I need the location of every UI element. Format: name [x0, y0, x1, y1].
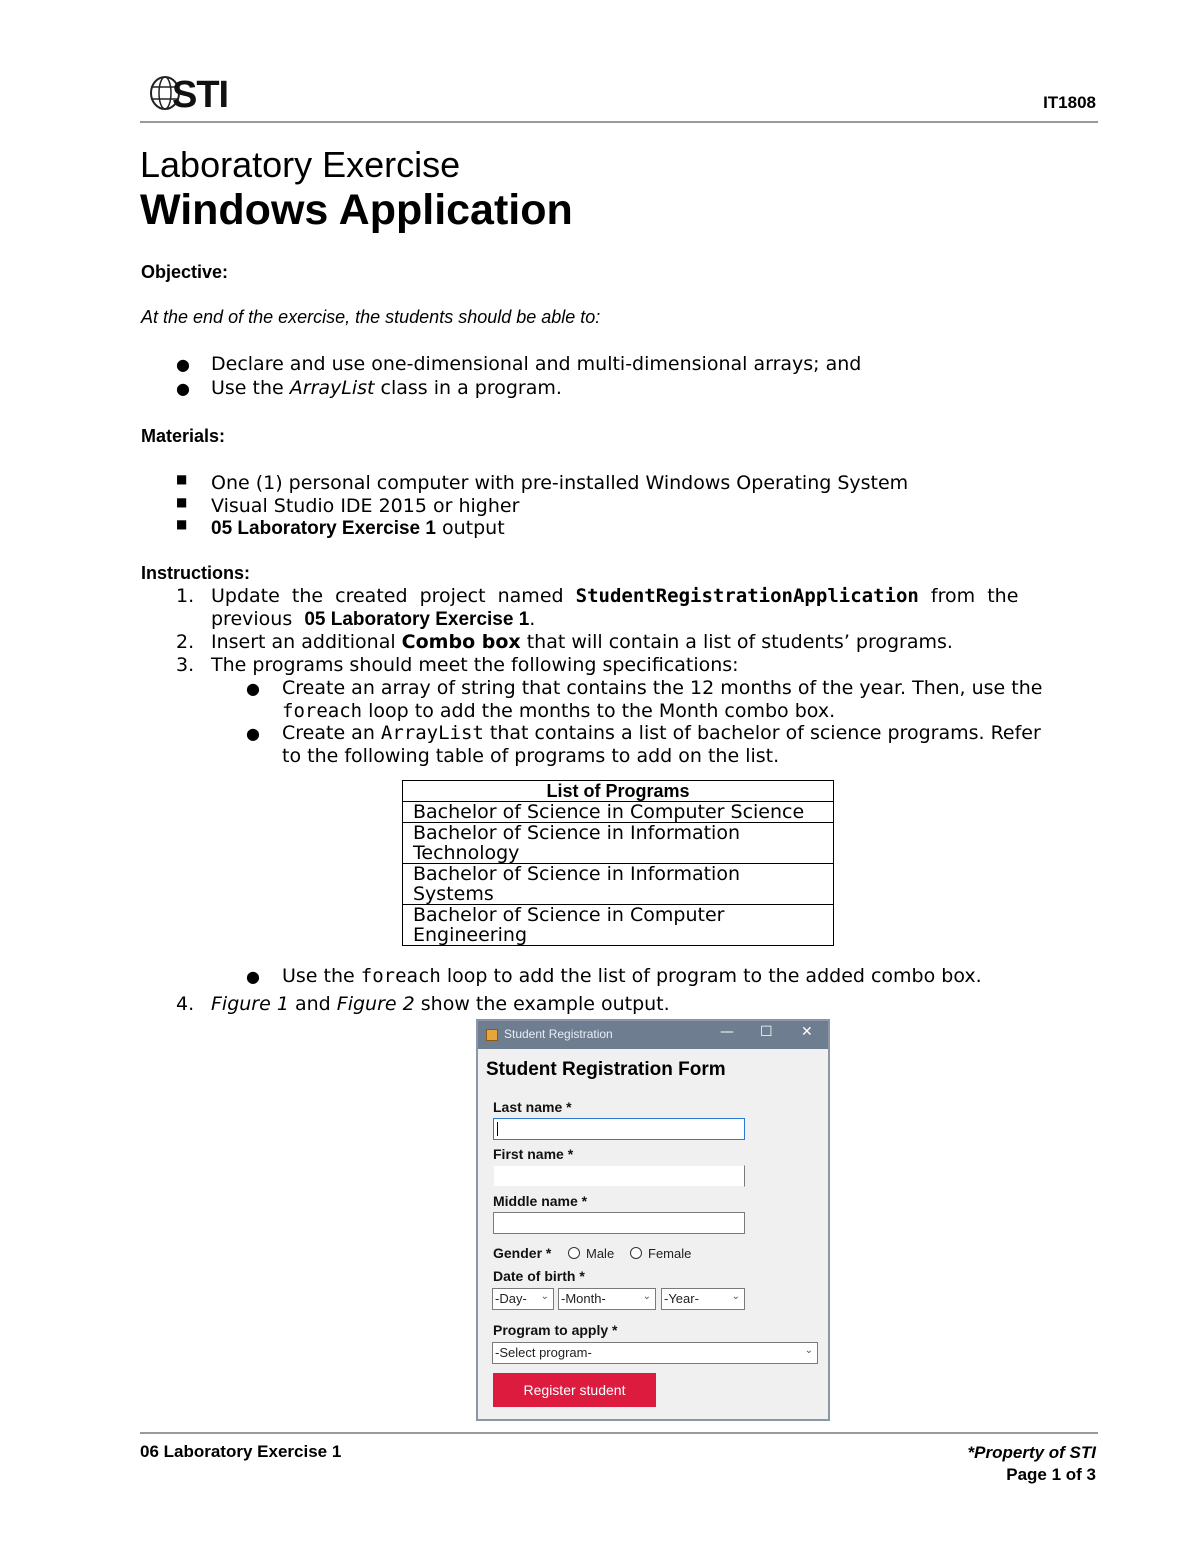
text: Create an [282, 722, 381, 744]
table-cell: Bachelor of Science in Computer Engineering [403, 905, 834, 946]
bullet-icon: ● [246, 967, 260, 986]
table-cell: Bachelor of Science in Computer Science [403, 802, 834, 823]
footer-rule [140, 1432, 1098, 1434]
objective-item-1: Declare and use one-dimensional and multi-dimensional arrays; and [211, 353, 862, 375]
middle-name-label: Middle name * [493, 1193, 588, 1209]
radio-circle-icon [568, 1247, 580, 1259]
sub-item-3 [282, 965, 982, 987]
text: from the [918, 585, 1019, 607]
materials-item-3 [211, 517, 505, 540]
course-code: IT1808 [1043, 93, 1096, 112]
table-header-row [403, 781, 834, 802]
text: previous [211, 608, 305, 630]
figure-ref: Figure 2 [336, 993, 415, 1015]
year-combo[interactable] [661, 1288, 745, 1310]
bullet-icon: ● [176, 355, 190, 374]
square-bullet-icon: ■ [176, 517, 188, 531]
table-row [403, 864, 834, 905]
app-icon [486, 1029, 498, 1041]
property-notice: *Property of STI [967, 1443, 1096, 1462]
text: and [288, 993, 337, 1015]
text: class in a program. [374, 377, 562, 399]
text: . [529, 608, 536, 630]
sub-item-1: Create an array of string that contains the 12 months of the year. Then, use the [282, 677, 1043, 699]
objective-heading: Objective: [141, 262, 229, 282]
programs-table [402, 780, 834, 946]
month-combo[interactable] [558, 1288, 656, 1310]
materials-heading: Materials: [141, 426, 226, 446]
combo-value: -Select program- [495, 1345, 592, 1360]
arraylist-term: ArrayList [289, 377, 375, 399]
text: loop to add the months to the Month combo box. [362, 700, 836, 722]
radio-label: Female [648, 1246, 692, 1261]
step-number: 1. [176, 585, 195, 607]
instructions-heading: Instructions: [141, 563, 251, 583]
table-cell: Bachelor of Science in Information Technology [403, 823, 834, 864]
text: that will contain a list of students’ programs. [520, 631, 953, 653]
objective-intro: At the end of the exercise, the students should be able to: [141, 307, 601, 327]
list-item [176, 353, 190, 375]
step-number: 2. [176, 631, 195, 653]
bold-text: 05 Laboratory Exercise 1 [211, 518, 436, 539]
sub-item-2-continued: to the following table of programs to add on the list. [282, 745, 780, 767]
step-number: 3. [176, 654, 195, 676]
sti-logo [150, 72, 240, 116]
bullet-icon: ● [246, 679, 260, 698]
text: Insert an additional [211, 631, 402, 653]
logo-text: STI [172, 74, 229, 116]
text: output [435, 517, 505, 539]
square-bullet-icon: ■ [176, 495, 188, 509]
bold-text: Combo box [401, 631, 521, 653]
program-combo[interactable] [492, 1342, 818, 1364]
gender-label: Gender * [493, 1245, 552, 1261]
bold-text: 05 Laboratory Exercise 1 [304, 609, 530, 630]
day-combo[interactable] [492, 1288, 554, 1310]
code-text: foreach [360, 965, 441, 987]
step-4 [211, 993, 670, 1015]
document-title: Laboratory Exercise [140, 144, 461, 185]
maximize-icon[interactable]: ☐ [760, 1024, 773, 1040]
list-item [246, 965, 260, 987]
step-number: 4. [176, 993, 195, 1015]
radio-label: Male [586, 1246, 615, 1261]
table-header: List of Programs [403, 781, 834, 802]
table-cell: Bachelor of Science in Information Systems [403, 864, 834, 905]
page-number: Page 1 of 3 [1006, 1465, 1096, 1484]
window-titlebar [478, 1021, 828, 1049]
footer-right [968, 1442, 1096, 1486]
text: Update the created project named [211, 585, 576, 607]
gender-male-radio[interactable] [568, 1246, 614, 1261]
header-rule [140, 121, 1098, 123]
list-item [246, 677, 260, 699]
sub-item-1-continued [282, 700, 835, 722]
text: Use the [211, 377, 290, 399]
bullet-icon: ● [246, 724, 260, 743]
list-item [176, 377, 190, 399]
form-title: Student Registration Form [486, 1059, 726, 1080]
window-title: Student Registration [504, 1027, 613, 1041]
figure-ref: Figure 1 [211, 993, 289, 1015]
bullet-icon: ● [176, 379, 190, 398]
step-2 [211, 631, 953, 653]
combo-value: -Day- [495, 1291, 527, 1306]
table-row [403, 823, 834, 864]
first-name-input[interactable] [493, 1165, 745, 1187]
register-student-button[interactable]: Register student [493, 1373, 656, 1407]
last-name-input[interactable] [493, 1118, 745, 1140]
table-row [403, 802, 834, 823]
square-bullet-icon: ■ [176, 472, 188, 486]
code-text: foreach [282, 700, 363, 722]
table-row [403, 905, 834, 946]
chevron-down-icon: ⌄ [804, 1345, 813, 1356]
list-item [246, 722, 260, 744]
chevron-down-icon: ⌄ [540, 1291, 549, 1302]
combo-value: -Year- [664, 1291, 699, 1306]
step-1 [211, 585, 1018, 607]
first-name-label: First name * [493, 1146, 574, 1162]
code-text: StudentRegistrationApplication [575, 585, 919, 607]
close-icon[interactable]: ✕ [801, 1024, 813, 1040]
chevron-down-icon: ⌄ [731, 1291, 740, 1302]
minimize-icon[interactable]: — [720, 1024, 734, 1040]
gender-female-radio[interactable] [630, 1246, 691, 1261]
code-text: ArrayList [380, 722, 484, 744]
radio-circle-icon [630, 1247, 642, 1259]
last-name-label: Last name * [493, 1099, 572, 1115]
step-3: The programs should meet the following specifications: [211, 654, 739, 676]
middle-name-input[interactable] [493, 1212, 745, 1234]
objective-item-2 [211, 377, 562, 399]
footer-title: 06 Laboratory Exercise 1 [140, 1442, 342, 1461]
step-1-continued [211, 608, 535, 631]
text-caret [497, 1122, 498, 1136]
document-subtitle: Windows Application [140, 186, 573, 234]
materials-item-2: Visual Studio IDE 2015 or higher [211, 495, 520, 517]
dob-label: Date of birth * [493, 1268, 585, 1284]
program-label: Program to apply * [493, 1322, 618, 1338]
text: that contains a list of bachelor of science programs. Refer [483, 722, 1041, 744]
text: show the example output. [414, 993, 670, 1015]
student-registration-window [476, 1019, 830, 1421]
materials-item-1: One (1) personal computer with pre-installed Windows Operating System [211, 472, 909, 494]
text: loop to add the list of program to the added combo box. [440, 965, 982, 987]
sub-item-2 [282, 722, 1041, 744]
text: Use the [282, 965, 361, 987]
chevron-down-icon: ⌄ [642, 1291, 651, 1302]
combo-value: -Month- [561, 1291, 606, 1306]
